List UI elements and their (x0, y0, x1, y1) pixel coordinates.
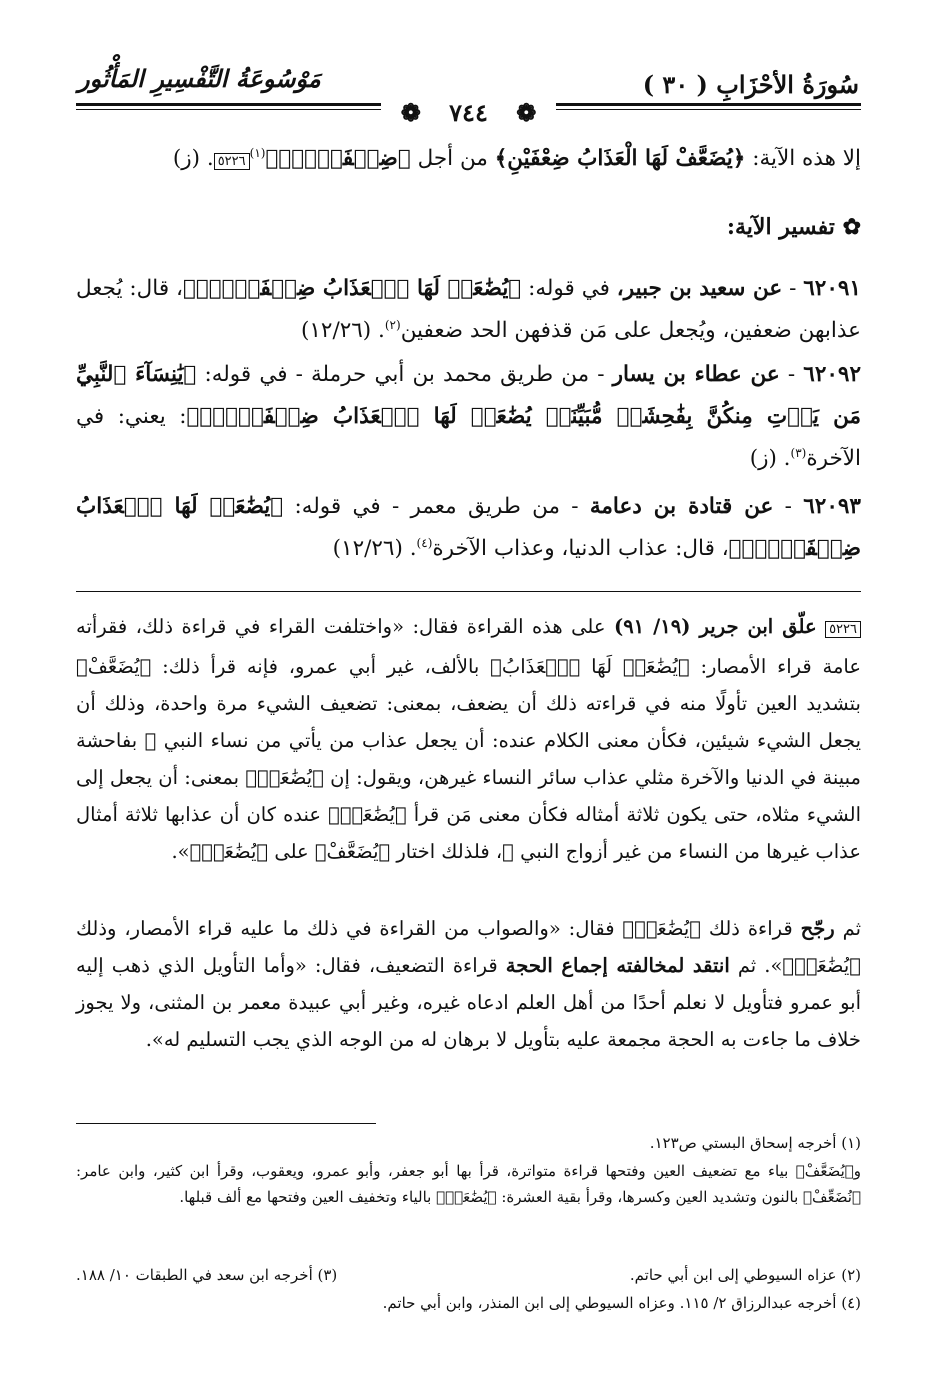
footnote-marker: (١) (249, 145, 266, 160)
footnote-marker: (٣) (790, 445, 807, 460)
ornament-icon: ❁ (506, 98, 546, 127)
footnote-divider (76, 1123, 376, 1124)
quran-verse: ﴿يُضَعَّفْ لَهَا الْعَذَابُ ضِعْفَيْنِ﴾ (494, 146, 746, 171)
intro-text: من أجل (417, 146, 488, 171)
footnote: (٢) عزاه السيوطي إلى ابن أبي حاتم. (629, 1266, 861, 1284)
entry-text: ، قال: عذاب الدنيا، وعذاب الآخرة (432, 536, 729, 561)
entry-text: ، قال: يُجعل عذابهن ضعفين، ويُجعل على مَن قذفهن الحد ضعفين (76, 276, 861, 343)
footnote-marker: (٢) (384, 317, 401, 332)
footnote: (٣) أخرجه ابن سعد في الطبقات ١٠/ ١٨٨. (76, 1266, 338, 1284)
narrator: عن قتادة بن دعامة (589, 494, 774, 519)
footnote: (١) أخرجه إسحاق البستي ص١٢٣. (649, 1134, 861, 1152)
quran-verse: ﴿يُضَٰعَفۡ لَهَا ٱلۡعَذَابُ ضِعۡفَيۡنِۚ﴾ (76, 494, 861, 561)
commentary-paragraph (76, 608, 861, 870)
page-number-band (0, 98, 937, 127)
commentary-text: قراءة التضعيف، فقال: «وأما التأويل الذي ذهب إليه أبو عمرو فتأويل لا نعلم أحدًا من أهل العلم ادعاه غيره، وغير أبي عبيدة معمر بن المثنى، ولا يجوز خلاف ما جاءت به الحجة مجمعة عليه بتأويل لا برهان له من الوجه الذي يجب التسليم له». (76, 954, 861, 1051)
entry: ٦٢٠٩١ - عن سعيد بن جبير، في قوله: ﴿يُضَٰعَفۡ لَهَا ٱلۡعَذَابُ ضِعۡفَيۡنِۚ﴾، قال: يُجعل عذابهن ضعفين، ويُجعل على مَن قذفهن الحد ضعفين$^{(٢)}$. (١٢/٢٦) (76, 276, 861, 343)
entry-text: في قوله: (528, 276, 610, 301)
commentary-text: ثم (842, 917, 862, 940)
section-heading (727, 214, 861, 240)
flower-icon: ✿ (842, 214, 861, 240)
footnote: (٤) أخرجه عبدالرزاق ٢/ ١١٥. وعزاه السيوطي إلى ابن المنذر، وابن أبي حاتم. (382, 1294, 861, 1312)
entry: ٦٢٠٩٢ - عن عطاء بن يسار - من طريق محمد بن أبي حرملة - في قوله: ﴿يَٰنِسَآءَ ٱلنَّبِيِّ مَن يَأۡتِ مِنكُنَّ بِفَٰحِشَةٖ مُّبَيِّنَةٖ يُضَٰعَفۡ لَهَا ٱلۡعَذَابُ ضِعۡفَيۡنِۚ﴾: يعني: في الآخرة$^{(٣)}$. (ز) (76, 362, 862, 471)
commentary-paragraph (76, 910, 861, 1058)
entry-number: ٦٢٠٩١ (803, 276, 861, 301)
source-ref: . (١٢/٢٦) (332, 536, 417, 561)
commentary-ref: ٥٢٢٦ (825, 621, 861, 638)
entry: ٦٢٠٩٣ - عن قتادة بن دعامة - من طريق معمر - في قوله: ﴿يُضَٰعَفۡ لَهَا ٱلۡعَذَابُ ضِعۡفَيۡنِۚ﴾، قال: عذاب الدنيا، وعذاب الآخرة$^{(٤)}$. (١٢/٢٦) (76, 494, 861, 561)
commentary-text: على هذه القراءة فقال: «واختلفت القراء في قراءة ذلك، فقرأته عامة قراء الأمصار: ﴿يُضَٰعَفۡ لَهَا ٱلۡعَذَابُ﴾ بالألف، غير أبي عمرو، فإنه قرأ ذلك: ﴿يُضَعَّفْ﴾ بتشديد العين تأولًا منه في قراءته ذلك أن يضعف، بمعنى: تضعيف الشيء مرة واحدة، وذلك أن يجعل الشيء شيئين، فكأن معنى الكلام عنده: أن يجعل عذاب من يأتي من نساء النبي ﷺ بفاحشة مبينة في الدنيا والآخرة مثلي عذاب سائر النساء غيرهن، ويقول: إن ﴿يُضَٰعَفۡ﴾ بمعنى: أن يجعل إلى الشيء مثلاه، حتى يكون ثلاثة أمثاله فكأن معنى مَن قرأ ﴿يُضَٰعَفۡ﴾ عنده كان أن عذابها ثلاثة أمثال عذاب غيرها من النساء من غير أزواج النبي ﷺ، فلذلك اختار ﴿يُضَعَّفْ﴾ على ﴿يُضَٰعَفۡ﴾». (76, 615, 861, 863)
footnote: و﴿يُضَعَّفْ﴾ بياء مع تضعيف العين وفتحها قراءة متواترة، قرأ بها أبو جعفر، وأبو عمرو، ويعقوب، وقرأ ابن كثير، وابن عامر: ﴿نُضَعِّفْ﴾ بالنون وتشديد العين وكسرها، وقرأ بقية العشرة: ﴿يُضَٰعَفۡ﴾ بالياء وتخفيف العين وفتحها مع ألف قبلها. (76, 1162, 861, 1206)
intro-paragraph (76, 138, 861, 183)
footnote-marker: (٤) (416, 535, 433, 550)
footnote-row (76, 1262, 861, 1288)
entry-number: ٦٢٠٩٣ (803, 494, 861, 519)
section-divider (76, 591, 861, 592)
commentary-author: علّق ابن جرير (١٩/ ٩١) (613, 615, 817, 638)
commentary-emphasis: انتقد لمخالفته إجماع الحجة (505, 954, 730, 977)
entry-number: ٦٢٠٩٢ (803, 362, 862, 387)
commentary-emphasis: رجّح (800, 917, 835, 940)
source-ref: . (ز) (749, 446, 791, 471)
quran-verse: ﴿يُضَٰعَفۡ لَهَا ٱلۡعَذَابُ ضِعۡفَيۡنِۚ﴾ (182, 276, 522, 301)
quran-word: ﴿ضِعۡفَيۡنِۚ﴾ (265, 146, 411, 171)
commentary-ref: ٥٢٢٦ (214, 153, 250, 170)
source-ref: . (١٢/٢٦) (300, 318, 385, 343)
page-number: ٧٤٤ (439, 98, 498, 127)
entry-text: - من طريق معمر - في قوله: (294, 494, 579, 519)
intro-lead: إلا هذه الآية: (752, 146, 861, 171)
entry-text: - من طريق محمد بن أبي حرملة - في قوله: (204, 362, 605, 387)
narrator: عن سعيد بن جبير، (616, 276, 783, 301)
ornament-icon: ❁ (391, 98, 431, 127)
narrator: عن عطاء بن يسار (612, 362, 780, 387)
commentary-text: قراءة ذلك ﴿يُضَٰعَفۡ﴾ فقال: «والصواب من القراءة في ذلك ما عليه قراء الأمصار، وذلك ﴿يُضَٰعَفۡ﴾». ثم (76, 917, 861, 977)
entry-text: : يعني: في الآخرة (76, 404, 861, 471)
section-heading-text: تفسير الآية: (726, 214, 835, 240)
encyclopedia-header: مَوْسُوعَةُ التَّفْسِيرِ المَأْثُور (78, 64, 321, 93)
surah-header: سُورَةُ الأحْزَابِ ( ٣٠ ) (642, 70, 859, 99)
intro-end: . (ز) (172, 146, 214, 171)
quran-verse: ﴿يَٰنِسَآءَ ٱلنَّبِيِّ مَن يَأۡتِ مِنكُنَّ بِفَٰحِشَةٖ مُّبَيِّنَةٖ يُضَٰعَفۡ لَهَا ٱلۡعَذَابُ ضِعۡفَيۡنِۚ﴾ (76, 362, 861, 429)
